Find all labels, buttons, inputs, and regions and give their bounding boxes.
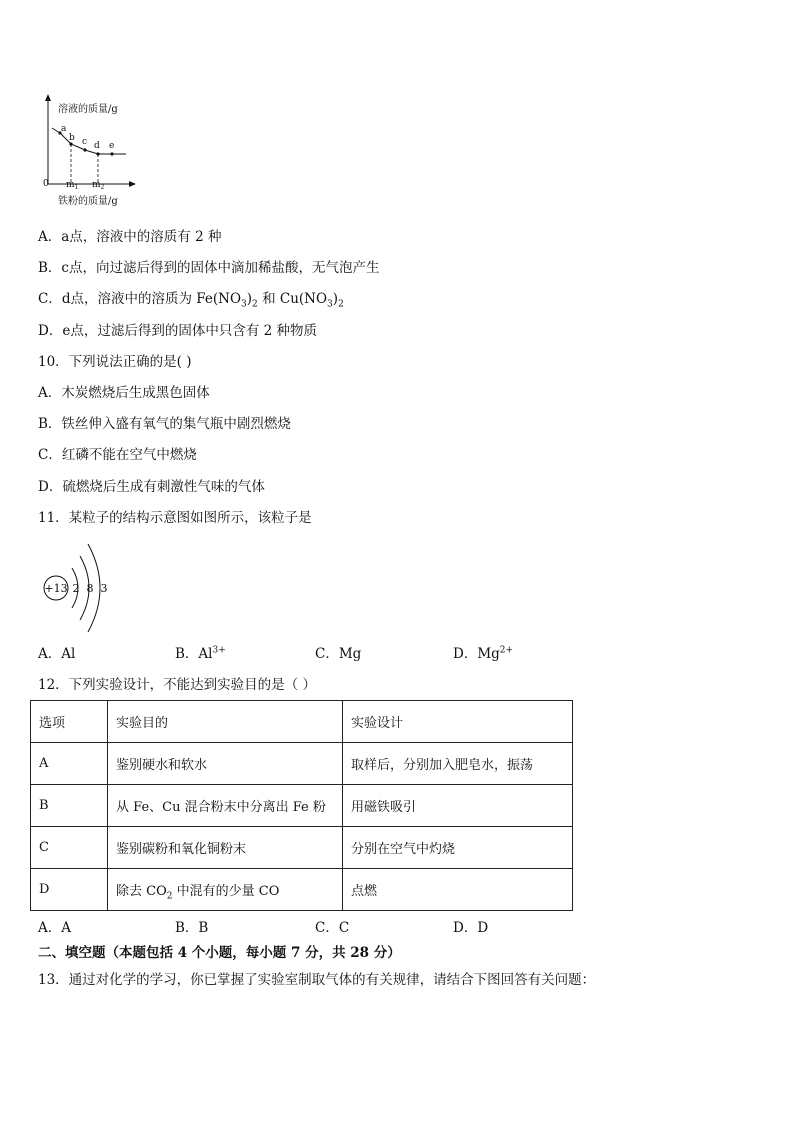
label-b: b [69,133,75,143]
row-goal: 鉴别硬水和软水 [108,743,343,785]
label-a: a [61,124,67,134]
x-axis-arrow [129,181,136,187]
q9-option-a: A．a点，溶液中的溶质有 2 种 [38,229,222,245]
row-design: 取样后，分别加入肥皂水，振荡 [343,743,573,785]
experiment-table [30,700,573,911]
shell-2-electrons: 8 [86,582,94,595]
nucleus-charge: +13 [44,582,68,595]
row-design: 分别在空气中灼烧 [343,827,573,869]
q12-option-a: A．A [38,920,71,936]
header-option: 选项 [31,701,108,743]
x-axis-label: 铁粉的质量/g [58,196,118,207]
table-row [31,827,573,869]
y-axis-arrow [45,94,51,101]
row-goal: 从 Fe、Cu 混合粉末中分离出 Fe 粉 [108,785,343,827]
q11-option-d: D．$Mg^{2+}$ [453,645,514,662]
row-goal: 鉴别碳粉和氧化铜粉末 [108,827,343,869]
point-c [83,148,86,151]
point-e [110,152,113,155]
label-d: d [94,141,100,151]
q9-option-d: D．e点，过滤后得到的固体中只含有 2 种物质 [38,323,317,339]
q12-option-b: B．B [175,920,209,936]
shell-3-electrons: 3 [100,582,108,595]
table-row [31,869,573,911]
q12-option-c: C．C [315,920,350,936]
point-d [96,152,99,155]
q12-option-d: D．D [453,920,489,936]
solution-mass-chart [30,92,150,214]
header-goal: 实验目的 [108,701,343,743]
q9-option-b: B．c点，向过滤后得到的固体中滴加稀盐酸，无气泡产生 [38,260,380,276]
q11-option-b: B．$Al^{3+}$ [175,645,226,662]
q10-option-a: A．木炭燃烧后生成黑色固体 [38,385,210,401]
q11-option-a: A．Al [38,646,76,662]
row-option: C [31,827,108,869]
tick-m1: $m_1$ [66,180,79,191]
table-row [31,785,573,827]
header-design: 实验设计 [343,701,573,743]
atom-structure-diagram [36,540,126,636]
y-axis-label: 溶液的质量/g [58,104,118,115]
table-header-row [31,701,573,743]
row-option: D [31,869,108,911]
row-design: 用磁铁吸引 [343,785,573,827]
q10-stem: 10．下列说法正确的是( ) [38,354,192,370]
q9-option-c: C．d点，溶液中的溶质为 $Fe(NO_3)_2$ 和 $Cu(NO_3)_2$ [38,291,344,310]
row-goal: 除去 $CO_2$ 中混有的少量 CO [108,869,343,911]
shell-1-electrons: 2 [72,582,80,595]
q11-stem: 11．某粒子的结构示意图如图所示，该粒子是 [38,510,312,526]
label-e: e [109,141,115,151]
q10-option-d: D．硫燃烧后生成有刺激性气味的气体 [38,479,265,495]
tick-m2: $m_2$ [92,180,105,191]
label-c: c [82,137,88,147]
q10-option-b: B．铁丝伸入盛有氧气的集气瓶中剧烈燃烧 [38,416,291,432]
row-design: 点燃 [343,869,573,911]
q13-stem: 13．通过对化学的学习，你已掌握了实验室制取气体的有关规律，请结合下图回答有关问题： [38,972,596,988]
row-option: B [31,785,108,827]
table-row [31,743,573,785]
q12-stem: 12．下列实验设计，不能达到实验目的是（ ） [38,677,316,693]
row-option: A [31,743,108,785]
section-2-heading: 二、填空题（本题包括 4 个小题，每小题 7 分，共 28 分） [38,945,401,961]
q11-option-c: C．Mg [315,646,362,662]
origin-label: 0 [43,179,49,189]
q10-option-c: C．红磷不能在空气中燃烧 [38,447,197,463]
